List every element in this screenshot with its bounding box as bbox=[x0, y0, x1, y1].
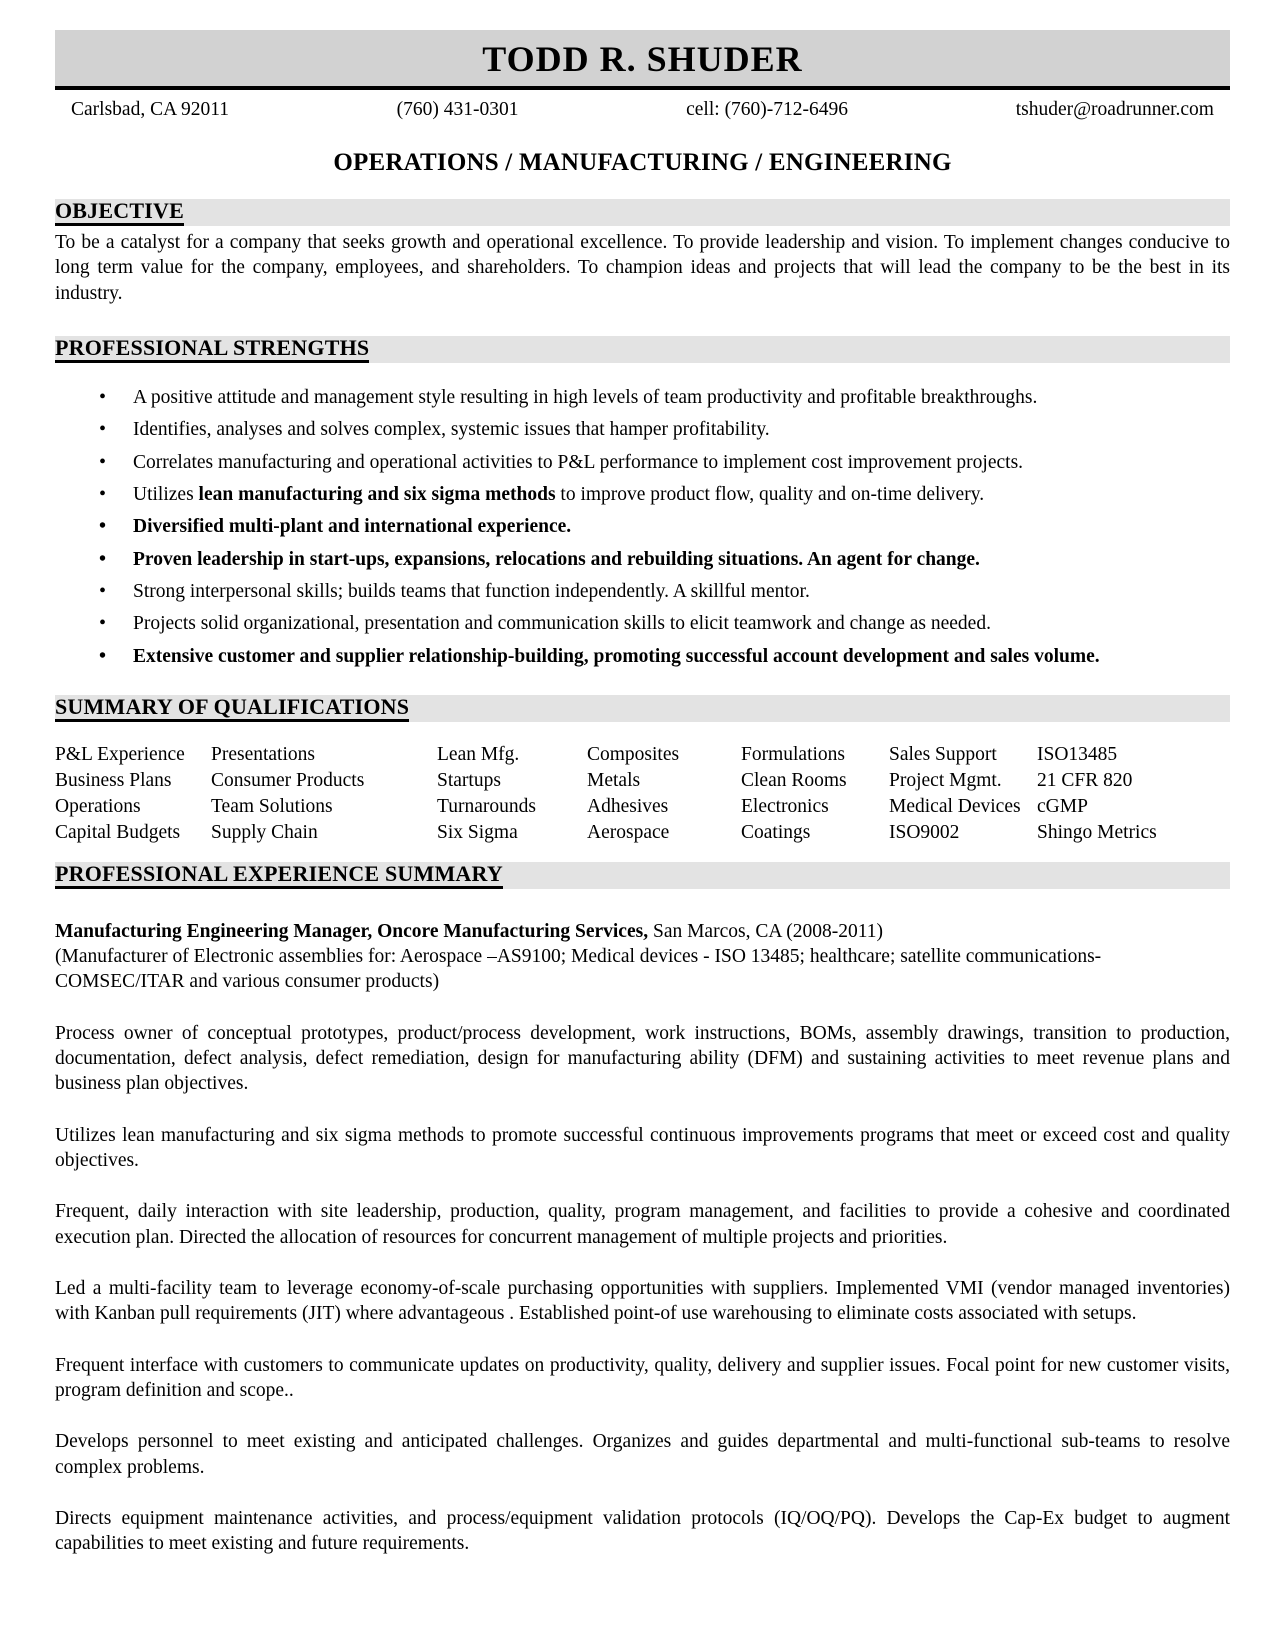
qualification-item: Sales Support bbox=[889, 744, 997, 766]
contact-location: Carlsbad, CA 92011 bbox=[71, 99, 229, 120]
qualification-item: Supply Chain bbox=[211, 821, 318, 843]
strength-bullet: • Strong interpersonal skills; builds teams that function independently. A skillful mentor. bbox=[55, 579, 1230, 604]
qualification-item: Adhesives bbox=[587, 795, 669, 817]
qualification-item: P&L Experience bbox=[55, 744, 185, 766]
qualification-item: Aerospace bbox=[587, 821, 670, 843]
qualification-item: Startups bbox=[437, 770, 501, 792]
qualifications-row bbox=[55, 794, 1230, 820]
experience-paragraph: Process owner of conceptual prototypes, product/process development, work instructions, BOMs, assembly drawings, transition to production, documentation, defect analysis, defect remediation, design for manufacturing ability (DFM) and sustaining activities to meet revenue plans and business plan objectives. bbox=[55, 1022, 1230, 1095]
section-heading-objective: OBJECTIVE bbox=[55, 199, 184, 226]
job-company-description: (Manufacturer of Electronic assemblies for: Aerospace –AS9100; Medical devices - ISO 13485; healthcare; satellite communications-COMSEC/ITAR and various consumer products) bbox=[55, 945, 1102, 993]
experience-paragraph: Develops personnel to meet existing and anticipated challenges. Organizes and guides departmental and multi-functional sub-teams to resolve complex problems. bbox=[55, 1431, 1230, 1478]
strengths-list bbox=[55, 385, 1230, 669]
section-band-objective bbox=[55, 199, 1230, 226]
qualification-item: Presentations bbox=[211, 744, 315, 766]
strength-bullet: • Proven leadership in start-ups, expansions, relocations and rebuilding situations. An agent for change. bbox=[55, 547, 1230, 572]
strength-bullet-emphasis: lean manufacturing and six sigma methods bbox=[198, 484, 556, 506]
professional-headline: OPERATIONS / MANUFACTURING / ENGINEERING bbox=[333, 149, 952, 176]
qualification-item: Electronics bbox=[741, 795, 829, 817]
job-title-line bbox=[55, 921, 1230, 943]
qualification-item: 21 CFR 820 bbox=[1037, 770, 1133, 792]
qualification-item: Capital Budgets bbox=[55, 821, 181, 843]
contact-cell: cell: (760)-712-6496 bbox=[686, 99, 849, 120]
qualification-item: Medical Devices bbox=[889, 795, 1021, 817]
strength-bullet: • Diversified multi-plant and international experience. bbox=[55, 514, 1230, 539]
qualification-item: Team Solutions bbox=[211, 795, 333, 817]
name-banner bbox=[55, 30, 1230, 90]
qualification-item: Lean Mfg. bbox=[437, 744, 520, 766]
qualification-item: Operations bbox=[55, 795, 141, 817]
section-band-qualifications bbox=[55, 695, 1230, 722]
contact-email: tshuder@roadrunner.com bbox=[1015, 99, 1214, 120]
section-heading-experience: PROFESSIONAL EXPERIENCE SUMMARY bbox=[55, 862, 503, 889]
strength-bullet: • A positive attitude and management style resulting in high levels of team productivity and profitable breakthroughs. bbox=[55, 385, 1230, 410]
experience-paragraph: Frequent, daily interaction with site leadership, production, quality, program management, and facilities to provide a cohesive and coordinated execution plan. Directed the allocation of resources for concurrent management of multiple projects and priorities. bbox=[55, 1201, 1230, 1248]
strength-bullet: • Correlates manufacturing and operational activities to P&L performance to implement cost improvement projects. bbox=[55, 450, 1230, 475]
qualification-item: ISO13485 bbox=[1037, 744, 1118, 766]
candidate-name: TODD R. SHUDER bbox=[482, 39, 803, 79]
qualification-item: Project Mgmt. bbox=[889, 770, 1002, 792]
qualifications-table bbox=[55, 742, 1230, 846]
qualification-item: Formulations bbox=[741, 744, 846, 766]
qualification-item: Six Sigma bbox=[437, 821, 518, 843]
section-band-strengths bbox=[55, 336, 1230, 363]
job-location-dates: San Marcos, CA (2008-2011) bbox=[648, 920, 883, 942]
qualifications-row bbox=[55, 820, 1230, 846]
strength-bullet: • Identifies, analyses and solves complex, systemic issues that hamper profitability. bbox=[55, 417, 1230, 442]
strength-bullet: • Utilizes lean manufacturing and six sigma methods to improve product flow, quality and on-time delivery. bbox=[55, 482, 1230, 507]
qualification-item: Coatings bbox=[741, 821, 811, 843]
strength-bullet: • Projects solid organizational, presentation and communication skills to elicit teamwork and change as needed. bbox=[55, 611, 1230, 636]
experience-paragraph: Frequent interface with customers to communicate updates on productivity, quality, delivery and supplier issues. Focal point for new customer visits, program definition and scope.. bbox=[55, 1354, 1230, 1401]
objective-text: To be a catalyst for a company that seeks growth and operational excellence. To provide leadership and vision. To implement changes conducive to long term value for the company, employees, and shareholders. To champion ideas and projects that will lead the company to be the best in its industry. bbox=[55, 232, 1230, 304]
qualification-item: Consumer Products bbox=[211, 770, 365, 792]
qualification-item: Clean Rooms bbox=[741, 770, 847, 792]
contact-phone: (760) 431-0301 bbox=[396, 99, 519, 120]
strength-bullet: • Extensive customer and supplier relationship-building, promoting successful account development and sales volume. bbox=[55, 644, 1230, 669]
contact-row bbox=[55, 90, 1230, 121]
qualifications-row bbox=[55, 742, 1230, 768]
qualification-item: cGMP bbox=[1037, 795, 1088, 817]
qualification-item: Shingo Metrics bbox=[1037, 821, 1157, 843]
qualification-item: Composites bbox=[587, 744, 680, 766]
qualifications-row bbox=[55, 768, 1230, 794]
qualifications-grid bbox=[55, 742, 1230, 846]
section-heading-strengths: PROFESSIONAL STRENGTHS bbox=[55, 336, 369, 363]
experience-paragraph: Led a multi-facility team to leverage economy-of-scale purchasing opportunities with suppliers. Implemented VMI (vendor managed inventories) with Kanban pull requirements (JIT) where advantageous . Established point-of use warehousing to eliminate costs associated with setups. bbox=[55, 1277, 1230, 1325]
qualification-item: Business Plans bbox=[55, 770, 172, 792]
qualification-item: Turnarounds bbox=[437, 795, 536, 817]
section-heading-qualifications: SUMMARY OF QUALIFICATIONS bbox=[55, 695, 409, 722]
experience-paragraph: Directs equipment maintenance activities, and process/equipment validation protocols (IQ/OQ/PQ). Develops the Cap-Ex budget to augment capabilities to meet existing and future requirements. bbox=[55, 1507, 1230, 1555]
job-title-employer: Manufacturing Engineering Manager, Oncore Manufacturing Services, bbox=[55, 920, 649, 942]
experience-paragraph: Utilizes lean manufacturing and six sigma methods to promote successful continuous improvements programs that meet or exceed cost and quality objectives. bbox=[55, 1124, 1230, 1171]
qualification-item: Metals bbox=[587, 770, 641, 792]
experience-paragraphs bbox=[55, 1021, 1230, 1557]
section-band-experience bbox=[55, 862, 1230, 889]
qualification-item: ISO9002 bbox=[889, 821, 960, 843]
